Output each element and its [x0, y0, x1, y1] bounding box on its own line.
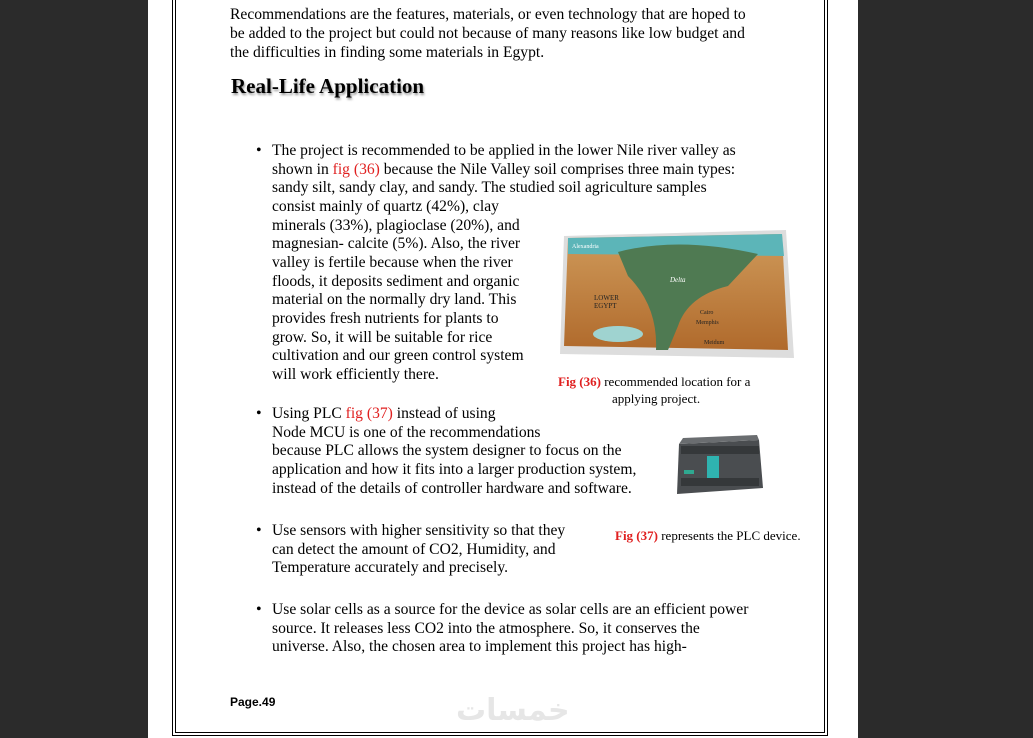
text-segment: instead of using — [392, 405, 496, 422]
text-segment: the difficulties in finding some materials in Egypt. — [230, 44, 545, 61]
text-line — [272, 460, 636, 479]
nile-delta-map-image — [558, 226, 798, 366]
plc-device-image — [673, 432, 768, 504]
text-segment: source. It releases less CO2 into the atmosphere. So, it conserves the — [272, 619, 700, 637]
bullet-icon: • — [256, 142, 262, 159]
text-line — [272, 365, 439, 384]
text-segment: universe. Also, the chosen area to implement this project has high- — [272, 638, 687, 656]
text-segment: provides fresh nutrients for plants to — [272, 309, 499, 327]
text-line — [230, 5, 746, 24]
text-segment: can detect the amount of CO2, Humidity, and — [272, 540, 556, 558]
text-segment: application and how it fits into a larger production system, — [272, 460, 637, 478]
text-line — [272, 178, 707, 197]
fig37-label: Fig (37) — [615, 528, 658, 543]
map-label: EGYPT — [594, 302, 617, 310]
map-label: Alexandria — [572, 244, 599, 250]
text-segment: will work efficiently there. — [272, 365, 439, 383]
text-segment: shown in — [272, 160, 333, 178]
text-line — [272, 141, 736, 160]
text-line — [272, 253, 513, 272]
text-line — [272, 197, 499, 216]
map-label: Cairo — [700, 310, 714, 316]
fig36-caption: Fig (36) recommended location for a — [558, 374, 751, 389]
text-line — [272, 216, 520, 235]
text-segment: grow. So, it will be suitable for rice — [272, 328, 493, 346]
page-number: Page.49 — [230, 695, 276, 709]
bullet-icon: • — [256, 405, 262, 422]
fig36-caption-line2: applying project. — [612, 391, 701, 406]
map-label: LOWER — [594, 294, 619, 302]
text-line — [272, 521, 565, 540]
text-segment: Recommendations are the features, materials, or even technology that are hoped to — [230, 6, 746, 23]
text-segment: Using PLC — [272, 405, 346, 422]
text-segment: be added to the project but could not because of many reasons like low budget and — [230, 25, 745, 42]
watermark-logo: خمسات — [456, 693, 570, 728]
text-segment: because PLC allows the system designer to focus on the — [272, 442, 622, 460]
text-line — [272, 328, 492, 347]
text-line — [272, 637, 687, 656]
text-segment: instead of the details of controller hardware and software. — [272, 479, 632, 497]
text-line — [272, 290, 516, 309]
text-line — [272, 600, 748, 619]
document-page — [148, 0, 858, 738]
fig37-caption: Fig (37) represents the PLC device. — [615, 528, 801, 543]
text-segment: cultivation and our green control system — [272, 347, 524, 365]
text-segment: Use solar cells as a source for the device as solar cells are an efficient power — [272, 601, 749, 618]
map-label: Memphis — [696, 320, 719, 326]
text-line — [272, 619, 700, 638]
text-segment: The project is recommended to be applied in the lower Nile river valley as — [272, 142, 736, 159]
section-heading: Real-Life Application — [231, 74, 425, 98]
text-segment: Use sensors with higher sensitivity so that they — [272, 522, 566, 539]
figure-reference-link[interactable]: fig (37) — [345, 405, 393, 422]
text-segment: minerals (33%), plagioclase (20%), and — [272, 216, 520, 234]
text-segment: floods, it deposits sediment and organic — [272, 272, 520, 290]
text-line — [272, 160, 735, 179]
text-line — [272, 479, 632, 498]
map-label: Delta — [670, 276, 686, 284]
text-segment: Node MCU is one of the recommendations — [272, 423, 541, 441]
text-segment: material on the normally dry land. This — [272, 291, 517, 309]
text-line — [272, 423, 541, 442]
bullet-icon: • — [256, 601, 262, 618]
map-label: Meidum — [704, 340, 725, 346]
text-segment: magnesian- calcite (5%). Also, the river — [272, 235, 521, 253]
text-line — [272, 558, 508, 577]
text-segment: because the Nile Valley soil comprises three main types: — [379, 160, 736, 178]
text-line — [272, 441, 622, 460]
text-segment: consist mainly of quartz (42%), clay — [272, 197, 499, 215]
text-segment: sandy silt, sandy clay, and sandy. The studied soil agriculture samples — [272, 179, 707, 197]
bullet-icon: • — [256, 522, 262, 539]
figure-reference-link[interactable]: fig (36) — [332, 160, 380, 178]
text-line — [272, 309, 499, 328]
text-line — [272, 272, 519, 291]
text-line — [272, 404, 496, 423]
fig36-label: Fig (36) — [558, 374, 601, 389]
text-segment: valley is fertile because when the river — [272, 253, 513, 271]
text-line — [272, 540, 556, 559]
text-line — [230, 43, 544, 62]
text-line — [272, 346, 524, 365]
text-line — [230, 24, 745, 43]
text-segment: Temperature accurately and precisely. — [272, 559, 508, 577]
text-line — [272, 234, 520, 253]
